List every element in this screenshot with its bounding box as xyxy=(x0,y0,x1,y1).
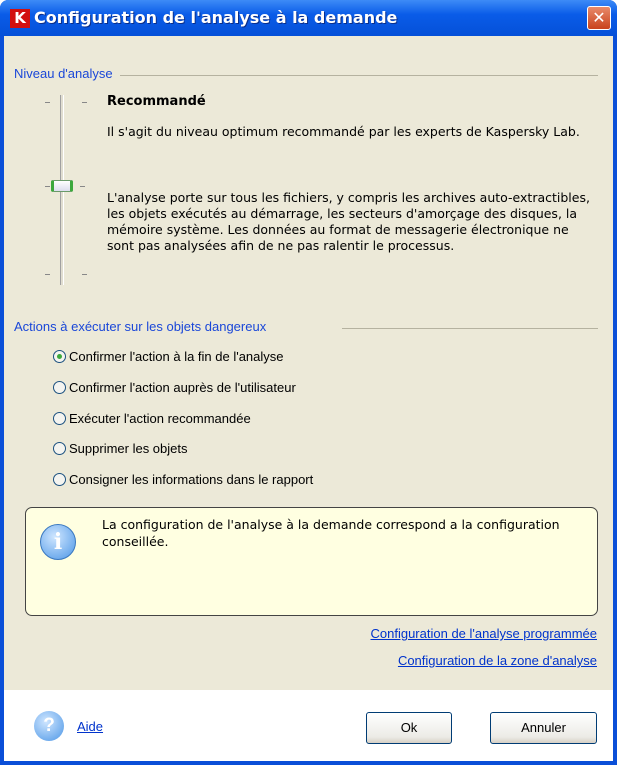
slider-tick xyxy=(80,186,85,187)
info-icon: i xyxy=(40,524,76,560)
divider xyxy=(120,75,598,76)
radio-icon[interactable] xyxy=(53,442,66,455)
title-bar[interactable] xyxy=(0,0,617,36)
radio-confirm-end[interactable]: Confirmer l'action à la fin de l'analyse xyxy=(53,349,284,364)
radio-icon[interactable] xyxy=(53,412,66,425)
actions-group-label: Actions à exécuter sur les objets dangereux xyxy=(14,319,267,334)
radio-selected-icon[interactable] xyxy=(53,350,66,363)
level-details: L'analyse porte sur tous les fichiers, y compris les archives auto-extractibles, les objets exécutés au démarrage, les secteurs d'amorçage des disques, la mémoire système. Les données au format de messagerie électronique ne sont pas analysées afin de ne pas ralentir le processus. xyxy=(107,190,590,253)
slider-thumb[interactable] xyxy=(51,180,73,192)
slider-tick xyxy=(45,186,50,187)
radio-log-report[interactable]: Consigner les informations dans le rapport xyxy=(53,472,313,487)
level-name: Recommandé xyxy=(107,94,206,109)
kaspersky-logo-icon: K xyxy=(10,9,30,28)
slider-tick xyxy=(82,274,87,275)
radio-icon[interactable] xyxy=(53,473,66,486)
help-link[interactable]: Aide xyxy=(77,719,104,734)
slider-tick xyxy=(82,102,87,103)
level-group-label: Niveau d'analyse xyxy=(14,66,113,81)
info-box xyxy=(25,507,598,616)
cancel-button[interactable]: Annuler xyxy=(490,712,597,744)
scan-zone-link[interactable]: Configuration de la zone d'analyse xyxy=(397,653,597,668)
help-icon[interactable]: ? xyxy=(34,711,64,741)
radio-delete-objects[interactable]: Supprimer les objets xyxy=(53,441,188,456)
window-title: Configuration de l'analyse à la demande xyxy=(34,8,398,27)
level-description: Il s'agit du niveau optimum recommandé par les experts de Kaspersky Lab. xyxy=(107,124,580,139)
divider xyxy=(342,328,598,329)
ok-button[interactable]: Ok xyxy=(366,712,452,744)
slider-tick xyxy=(45,274,50,275)
close-button[interactable]: ✕ xyxy=(587,6,611,30)
info-text: La configuration de l'analyse à la demande correspond a la configuration conseillée. xyxy=(102,517,560,549)
radio-confirm-user[interactable]: Confirmer l'action auprès de l'utilisateur xyxy=(53,380,296,395)
scheduled-scan-link[interactable]: Configuration de l'analyse programmée xyxy=(370,626,597,641)
radio-recommended-action[interactable]: Exécuter l'action recommandée xyxy=(53,411,251,426)
slider-tick xyxy=(45,102,50,103)
radio-icon[interactable] xyxy=(53,381,66,394)
